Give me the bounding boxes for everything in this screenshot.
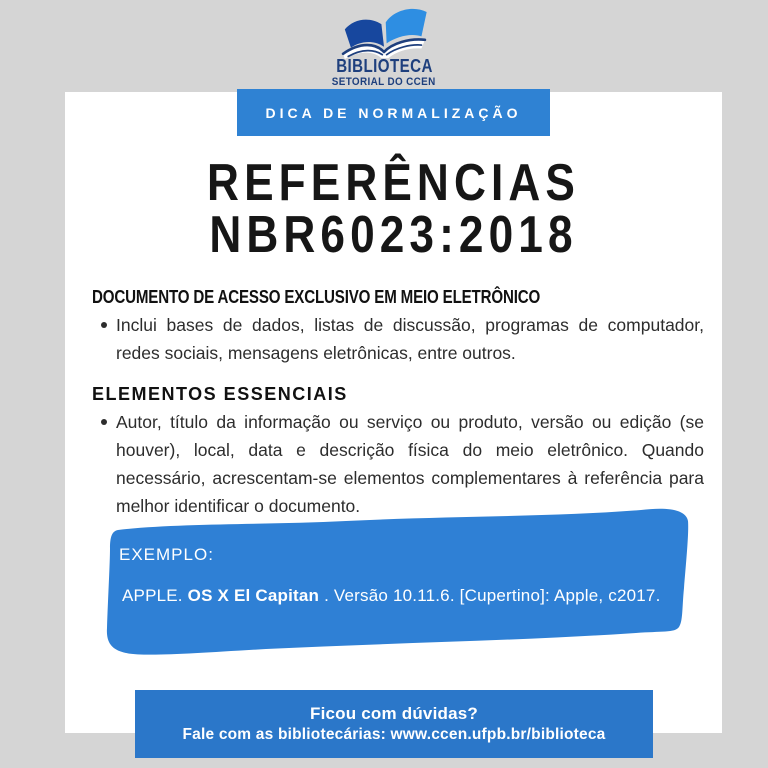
footer-banner (135, 690, 653, 758)
section-documento-eletronico (92, 287, 704, 367)
section-bullets (92, 311, 704, 367)
footer-contact: Fale com as bibliotecárias: www.ccen.ufpb.br/biblioteca (182, 726, 606, 743)
tip-banner (237, 89, 550, 136)
poster-title-line2: NBR6023:2018 (209, 206, 578, 264)
example-citation (122, 586, 661, 606)
bullet-item: Inclui bases de dados, listas de discussão, programas de computador, redes sociais, mensagens eletrônicas, entre outros. (92, 311, 704, 367)
citation-details: . Versão 10.11.6. [Cupertino]: Apple, c2017. (319, 586, 661, 605)
open-book-icon (332, 5, 436, 59)
section-heading: ELEMENTOS ESSENCIAIS (92, 384, 348, 404)
poster-title (65, 154, 722, 264)
library-subtitle: SETORIAL DO CCEN (332, 76, 436, 88)
bullet-item: Autor, título da informação ou serviço ou produto, versão ou edição (se houver), local, data e descrição física do meio eletrônico. Quando necessário, acrescentam-se elementos complementares à referência para melhor identificar o documento. (92, 408, 704, 520)
library-logo (0, 5, 768, 88)
citation-title: OS X El Capitan (187, 586, 320, 605)
brush-stroke-shape (86, 503, 708, 661)
library-name: BIBLIOTECA (335, 56, 433, 76)
poster-title-line1: REFERÊNCIAS (207, 154, 580, 212)
section-heading: DOCUMENTO DE ACESSO EXCLUSIVO EM MEIO ELETRÔNICO (92, 287, 541, 307)
example-label: EXEMPLO: (119, 545, 214, 564)
citation-author: APPLE. (122, 586, 188, 605)
tip-banner-label: DICA DE NORMALIZAÇÃO (265, 104, 522, 121)
footer-question: Ficou com dúvidas? (310, 704, 478, 723)
section-elementos-essenciais (92, 384, 704, 520)
